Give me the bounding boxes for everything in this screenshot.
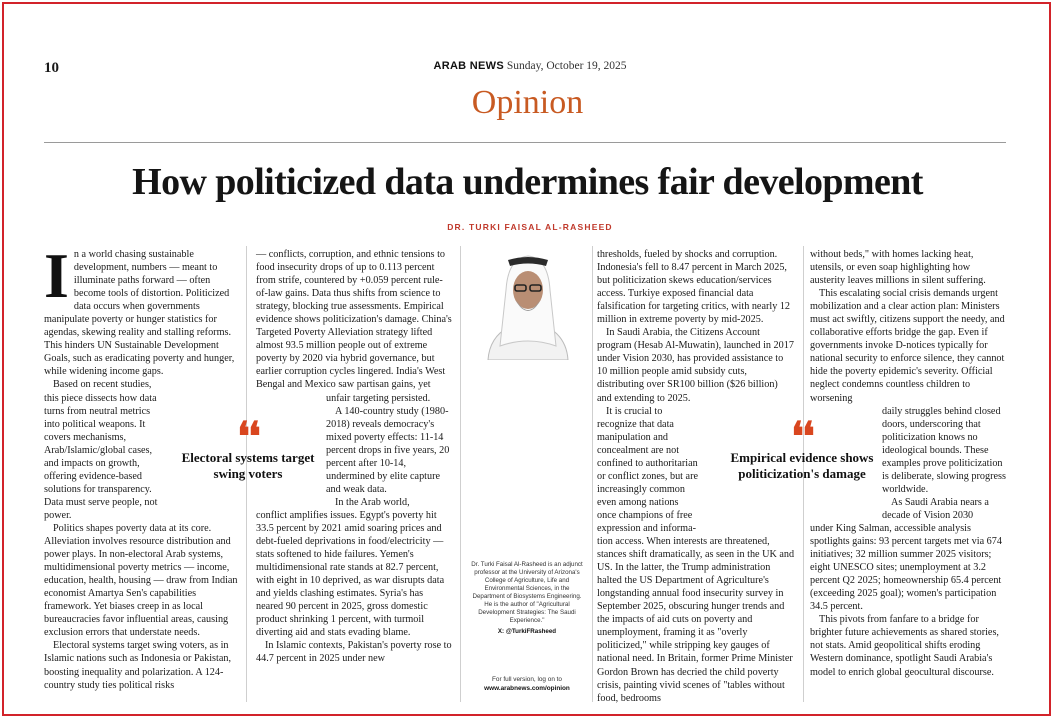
section-title: Opinion (471, 84, 584, 121)
column-divider (460, 246, 461, 702)
paragraph: In the Arab world, (335, 496, 410, 508)
header-rule (44, 142, 1006, 143)
drop-cap: I (44, 240, 69, 311)
paragraph: tion access. When interests are threatened, stances shift dramatically, as seen in the UK and US. In the latter, the Trump administration halted the US Department of Agriculture's longstanding annual food insecurity survey in September 2025, obscuring hunger trends and the impacts of aid cuts on poverty and unemployment, framing it as "overly politicized," while stripping key gauges of national need. In Britain, former Prime Minister Gordon Brown has decried the child poverty crisis, painting vivid scenes of "tables without food, bedrooms (597, 536, 795, 704)
pull-quote-text: Empirical evidence shows politicization's damage (730, 450, 874, 481)
article-column-4 (810, 248, 1006, 679)
masthead (300, 60, 760, 72)
paragraph: As Saudi Arabia nears a decade of Vision 2030 (882, 496, 989, 521)
paragraph: Based on recent studies, this piece dissects how data turns from neutral metrics into political weapons. It covers mechanisms, Arab/Islamic/global cases, and impacts on growth, offering evidence-based solutions for transparency. Data must serve people, not power. (44, 379, 158, 521)
paragraph: — conflicts, corruption, and ethnic tensions to food insecurity drops of up to 0.113 percent from strife, countered by +0.059 percent rule-of-law gains. Data thus shifts from science to strategy, blocking true assessments. Empirical evidence shows politicization's damage. China's Targeted Poverty Alleviation strategy lifted almost 93.5 million people out of extreme poverty by 2020 via hybrid governance, but earlier corruption cycles lingered. India's West Bengal and Mexico saw partisan gains, yet (256, 249, 452, 391)
indented-block (326, 392, 452, 509)
paragraph: Politics shapes poverty data at its core. Alleviation involves resource distribution and power plays. In non-electoral Arab systems, multidimensional poverty metrics — income, education, health, housing — draw from Indian economist Amartya Sen's capabilities framework. Yet biases creep in as local bureaucracies favor influential areas, causing exclusion errors that understate needs. (44, 522, 238, 639)
paragraph: In Saudi Arabia, the Citizens Account program (Hesab Al-Muwatin), launched in 2017 under Vision 2030, has provided assistance to 10 million people amid subsidy cuts, distributing over SR100 billion ($26 billion) and extending to 2025. (597, 327, 794, 404)
paragraph: daily struggles behind closed doors, underscoring that politicization knows no ideological bounds. These examples prove politicization is deliberate, slowing progress worldwide. (882, 405, 1006, 495)
headline: How politicized data undermines fair development (132, 161, 923, 203)
paragraph: unfair targeting persisted. (326, 392, 431, 404)
page-number: 10 (44, 60, 59, 76)
quote-mark-icon: ❛❛ (791, 414, 813, 459)
paragraph: This escalating social crisis demands urgent mobilization and a clear action plan: Ministers must act swiftly, citizens support the needy, and collaborative efforts bridge the gap. Even if governments invoke D-notices typically for national security to enforce silence, they cannot hide the poverty epidemic's severity. Official neglect condemns countless children to worsening (810, 288, 1005, 404)
author-caption (468, 561, 586, 636)
paragraph: n a world chasing sustainable development, numbers — meant to illuminate paths forward — often become tools of distortion. Politicized data occurs when governments manipulate poverty or hunger statistics for agendas, skewing reality and stalling reforms. This hinders UN Sustainable Development Goals, such as eradicating poverty and hunger, while widening income gaps. (44, 249, 235, 378)
paragraph: This pivots from fanfare to a bridge for brighter future achievements as shared stories, not stats. Amid geopolitical shifts eroding Western dominance, spotlight Saudi Arabia's model to enrich global geocultural discourse. (810, 614, 999, 678)
author-bio: Dr. Turki Faisal Al-Rasheed is an adjunct professor at the University of Arizona's College of Agriculture, Life and Environmental Sciences, in the Department of Biosystems Engineering. He is the author of "Agricultural Development Strategies: The Saudi Experience." (471, 561, 583, 624)
paragraph: without beds," with homes lacking heat, utensils, or even soap highlighting how austerity leaves millions in silent suffering. (810, 249, 986, 287)
paragraph: It is crucial to recognize that data manipulation and concealment are not confined to authoritarian or conflict zones, but are increasingly common even among nations once champions of free expression and informa- (597, 405, 698, 534)
article-column-2 (256, 248, 452, 666)
byline: DR. TURKI FAISAL AL-RASHEED (447, 222, 613, 232)
paragraph: thresholds, fueled by shocks and corruption. Indonesia's fell to 8.47 percent in March 2025, but politicization skews education/services access. Turkiye exposed financial data falsification for targeting critics, with nearly 12 million in extreme poverty by mid-2025. (597, 249, 791, 326)
pull-quote-text: Electoral systems target swing voters (181, 450, 315, 481)
paragraph: A 140-country study (1980-2018) reveals democracy's mixed poverty effects: 11-14 percent drops in five years, 20 percent after 10-14, undermined by elite capture and weak data. (326, 405, 450, 495)
paragraph: under King Salman, accessible analysis spotlights gains: 93 percent targets met via 674 initiatives; 32 million summer 2025 visitors; eight UNESCO sites; unemployment at 3.2 percent Q2 2025; homeownership 65.4 percent (exceeding 2025 goal); women's participation 34.5 percent. (810, 522, 1002, 613)
paragraph: Electoral systems target swing voters, as in Islamic nations such as Indonesia or Pakistan, boosting inequality and polarization. A 124-country study ties political risks (44, 640, 232, 691)
opinion-link[interactable]: www.arabnews.com/opinion (484, 684, 570, 692)
indented-block (882, 405, 1006, 522)
author-photo (478, 250, 578, 360)
column-divider (592, 246, 593, 702)
quote-mark-icon: ❛❛ (237, 414, 259, 459)
paragraph: conflict amplifies issues. Egypt's poverty hit 33.5 percent by 2021 amid soaring prices and debt-fueled deprivations in food/electricity — stats softened to hide failures. Yemen's multidimensional rate stands at 82.7 percent, with eight in 10 deprived, as war disrupts data and yields clashing estimates. Syria's has neared 90 percent in 2025, gross domestic product shrinking 1 percent, with turmoil diverting aid and stats evading blame. (256, 509, 445, 639)
paragraph: In Islamic contexts, Pakistan's poverty rose to 44.7 percent in 2025 under new (256, 640, 452, 665)
publication-name: ARAB NEWS (433, 60, 504, 72)
full-version-note (468, 676, 586, 693)
full-version-text: For full version, log on to (492, 676, 562, 683)
author-handle: X: @TurkiFRasheed (497, 628, 557, 635)
publication-date: Sunday, October 19, 2025 (506, 60, 627, 72)
